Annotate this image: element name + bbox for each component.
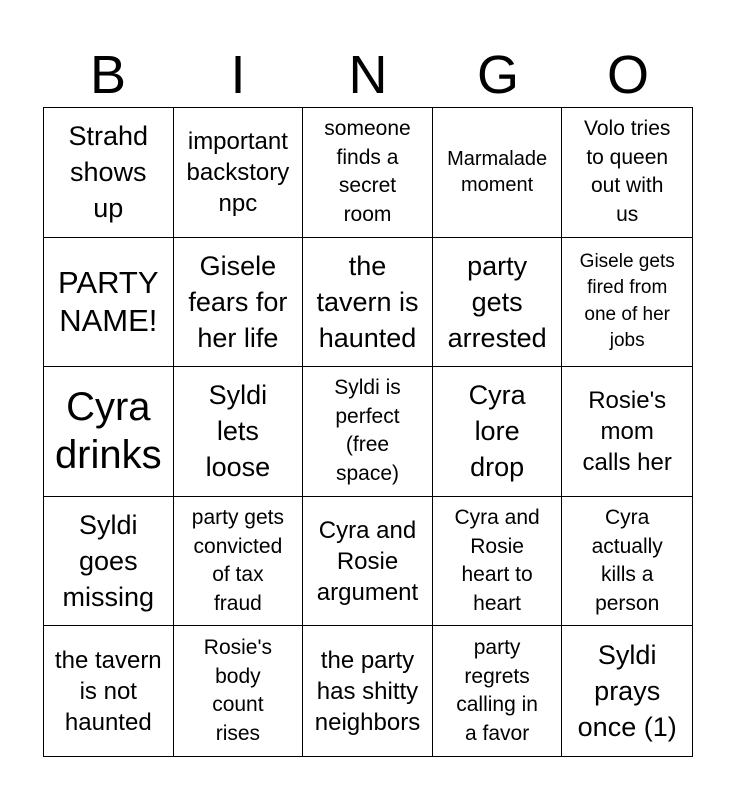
bingo-header — [43, 44, 693, 106]
cell-text: the party has shitty neighbors — [314, 646, 421, 736]
bingo-cell[interactable] — [44, 497, 174, 627]
cell-text: party gets convicted of tax fraud — [191, 506, 284, 615]
bingo-cell[interactable] — [44, 108, 174, 238]
cell-text: Syldi prays once (1) — [577, 640, 677, 743]
bingo-cell[interactable] — [303, 238, 433, 368]
bingo-cell[interactable] — [174, 238, 304, 368]
cell-text: Rosie's body count rises — [203, 636, 272, 745]
bingo-cell[interactable] — [174, 626, 304, 756]
bingo-cell[interactable] — [303, 626, 433, 756]
cell-text: Cyra drinks — [54, 385, 162, 478]
bingo-cell[interactable] — [562, 238, 692, 368]
cell-text: Cyra actually kills a person — [591, 506, 663, 615]
cell-text: PARTY NAME! — [58, 264, 159, 338]
bingo-cell[interactable] — [174, 367, 304, 497]
cell-text: Volo tries to queen out with us — [584, 117, 671, 226]
bingo-cell[interactable] — [562, 108, 692, 238]
bingo-cell[interactable] — [303, 108, 433, 238]
cell-text: the tavern is haunted — [316, 250, 419, 353]
cell-text: Cyra lore drop — [468, 380, 526, 483]
cell-text: party gets arrested — [447, 250, 547, 353]
cell-text: Gisele fears for her life — [188, 250, 288, 353]
header-letter-i: I — [230, 45, 246, 105]
header-letter-b: B — [89, 45, 127, 105]
header-letter-o: O — [606, 45, 649, 105]
bingo-cell[interactable] — [44, 626, 174, 756]
cell-text: Marmalade moment — [447, 148, 548, 197]
bingo-board — [43, 107, 693, 757]
bingo-cell[interactable] — [174, 497, 304, 627]
cell-text: Syldi goes missing — [62, 510, 155, 613]
cell-text: Cyra and Rosie heart to heart — [454, 506, 540, 615]
bingo-cell[interactable] — [44, 367, 174, 497]
cell-text: Syldi lets loose — [205, 380, 271, 483]
bingo-cell[interactable] — [303, 367, 433, 497]
bingo-cell[interactable] — [433, 238, 563, 368]
header-letter-n: N — [348, 45, 388, 105]
bingo-cell[interactable] — [44, 238, 174, 368]
cell-text: Syldi is perfect (free space) — [334, 376, 401, 485]
header-letter-g: G — [476, 45, 519, 105]
cell-text: important backstory npc — [186, 127, 290, 217]
bingo-cell[interactable] — [562, 367, 692, 497]
cell-text: Cyra and Rosie argument — [316, 516, 419, 606]
bingo-cell[interactable] — [433, 626, 563, 756]
cell-text: someone finds a secret room — [324, 117, 411, 226]
bingo-cell[interactable] — [303, 497, 433, 627]
bingo-cell[interactable] — [433, 108, 563, 238]
cell-text: the tavern is not haunted — [54, 646, 162, 736]
bingo-cell[interactable] — [433, 497, 563, 627]
bingo-cell[interactable] — [562, 497, 692, 627]
cell-text: Rosie's mom calls her — [582, 386, 672, 476]
bingo-cell[interactable] — [562, 626, 692, 756]
bingo-cell[interactable] — [174, 108, 304, 238]
cell-text: Strahd shows up — [68, 121, 149, 224]
bingo-cell[interactable] — [433, 367, 563, 497]
cell-text: Gisele gets fired from one of her jobs — [579, 250, 675, 352]
cell-text: party regrets calling in a favor — [456, 636, 538, 745]
